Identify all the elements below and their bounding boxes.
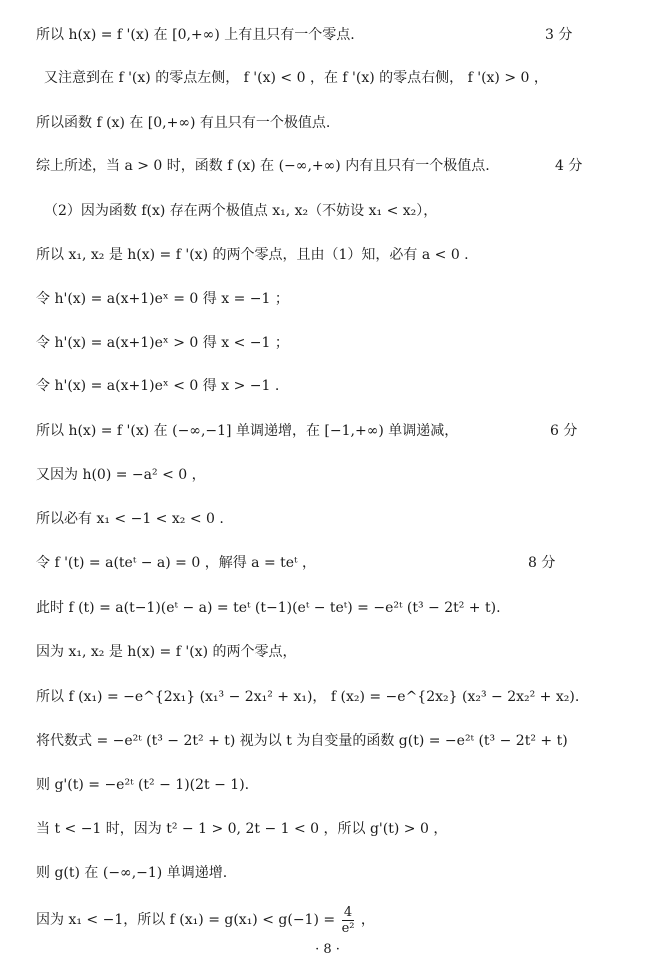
text-line-14: 此时 f (t) = a(t−1)(eᵗ − a) = teᵗ (t−1)(eᵗ − teᵗ) = −e²ᵗ (t³ − 2t² + t). bbox=[36, 600, 501, 616]
text-line-7: 令 h'(x) = a(x+1)eˣ = 0 得 x = −1 ； bbox=[36, 291, 289, 307]
text-line-19: 当 t < −1 时，因为 t² − 1 > 0, 2t − 1 < 0 ，所以 g'(t) > 0 ， bbox=[36, 821, 448, 837]
text-line-21: 因为 x₁ < −1，所以 f (x₁) = g(x₁) < g(−1) = $\frac{4}{\text{e²}}$ ， bbox=[36, 904, 375, 936]
text-line-13: 令 f '(t) = a(teᵗ − a) = 0 ，解得 a = teᵗ ， bbox=[36, 555, 316, 571]
text-line-4: 综上所述，当 a > 0 时，函数 f (x) 在 (−∞,+∞) 内有且只有一个极值点. bbox=[36, 158, 490, 174]
text-line-12: 所以必有 x₁ < −1 < x₂ < 0 . bbox=[36, 511, 224, 527]
text-line-2: 又注意到在 f '(x) 的零点左侧， f '(x) < 0 ，在 f '(x) 的零点右侧， f '(x) > 0 ， bbox=[44, 70, 548, 86]
score-mark-4: 4 分 bbox=[555, 158, 583, 174]
fraction-numerator: 4 bbox=[342, 906, 355, 921]
text-line-3: 所以函数 f (x) 在 [0,+∞) 有且只有一个极值点. bbox=[36, 115, 331, 131]
page-number: · 8 · bbox=[315, 942, 340, 957]
text-line-9: 令 h'(x) = a(x+1)eˣ < 0 得 x > −1 . bbox=[36, 378, 280, 394]
score-mark-1: 3 分 bbox=[545, 27, 573, 43]
text-line-15: 因为 x₁, x₂ 是 h(x) = f '(x) 的两个零点， bbox=[36, 644, 297, 660]
text-line-10: 所以 h(x) = f '(x) 在 (−∞,−1] 单调递增，在 [−1,+∞) 单调递减， bbox=[36, 423, 459, 439]
text-line-17: 将代数式 = −e²ᵗ (t³ − 2t² + t) 视为以 t 为自变量的函数 g(t) = −e²ᵗ (t³ − 2t² + t) bbox=[36, 733, 568, 749]
text-line-6: 所以 x₁, x₂ 是 h(x) = f '(x) 的两个零点，且由（1）知，必有 a < 0 . bbox=[36, 247, 469, 263]
score-mark-10: 6 分 bbox=[550, 423, 578, 439]
text-line-8: 令 h'(x) = a(x+1)eˣ > 0 得 x < −1 ； bbox=[36, 335, 289, 351]
text-line-16: 所以 f (x₁) = −e^{2x₁} (x₁³ − 2x₁² + x₁)， f (x₂) = −e^{2x₂} (x₂³ − 2x₂² + x₂). bbox=[36, 689, 580, 705]
score-mark-13: 8 分 bbox=[528, 555, 556, 571]
text-line-11: 又因为 h(0) = −a² < 0 ， bbox=[36, 467, 206, 483]
text-line-1: 所以 h(x) = f '(x) 在 [0,+∞) 上有且只有一个零点. bbox=[36, 27, 355, 43]
fraction bbox=[342, 906, 355, 935]
text-line-20: 则 g(t) 在 (−∞,−1) 单调递增. bbox=[36, 865, 228, 881]
text-line-18: 则 g'(t) = −e²ᵗ (t² − 1)(2t − 1). bbox=[36, 777, 250, 793]
fraction-denominator: e² bbox=[341, 920, 355, 936]
text-line-5: （2）因为函数 f(x) 存在两个极值点 x₁, x₂（不妨设 x₁ < x₂）， bbox=[44, 203, 438, 219]
